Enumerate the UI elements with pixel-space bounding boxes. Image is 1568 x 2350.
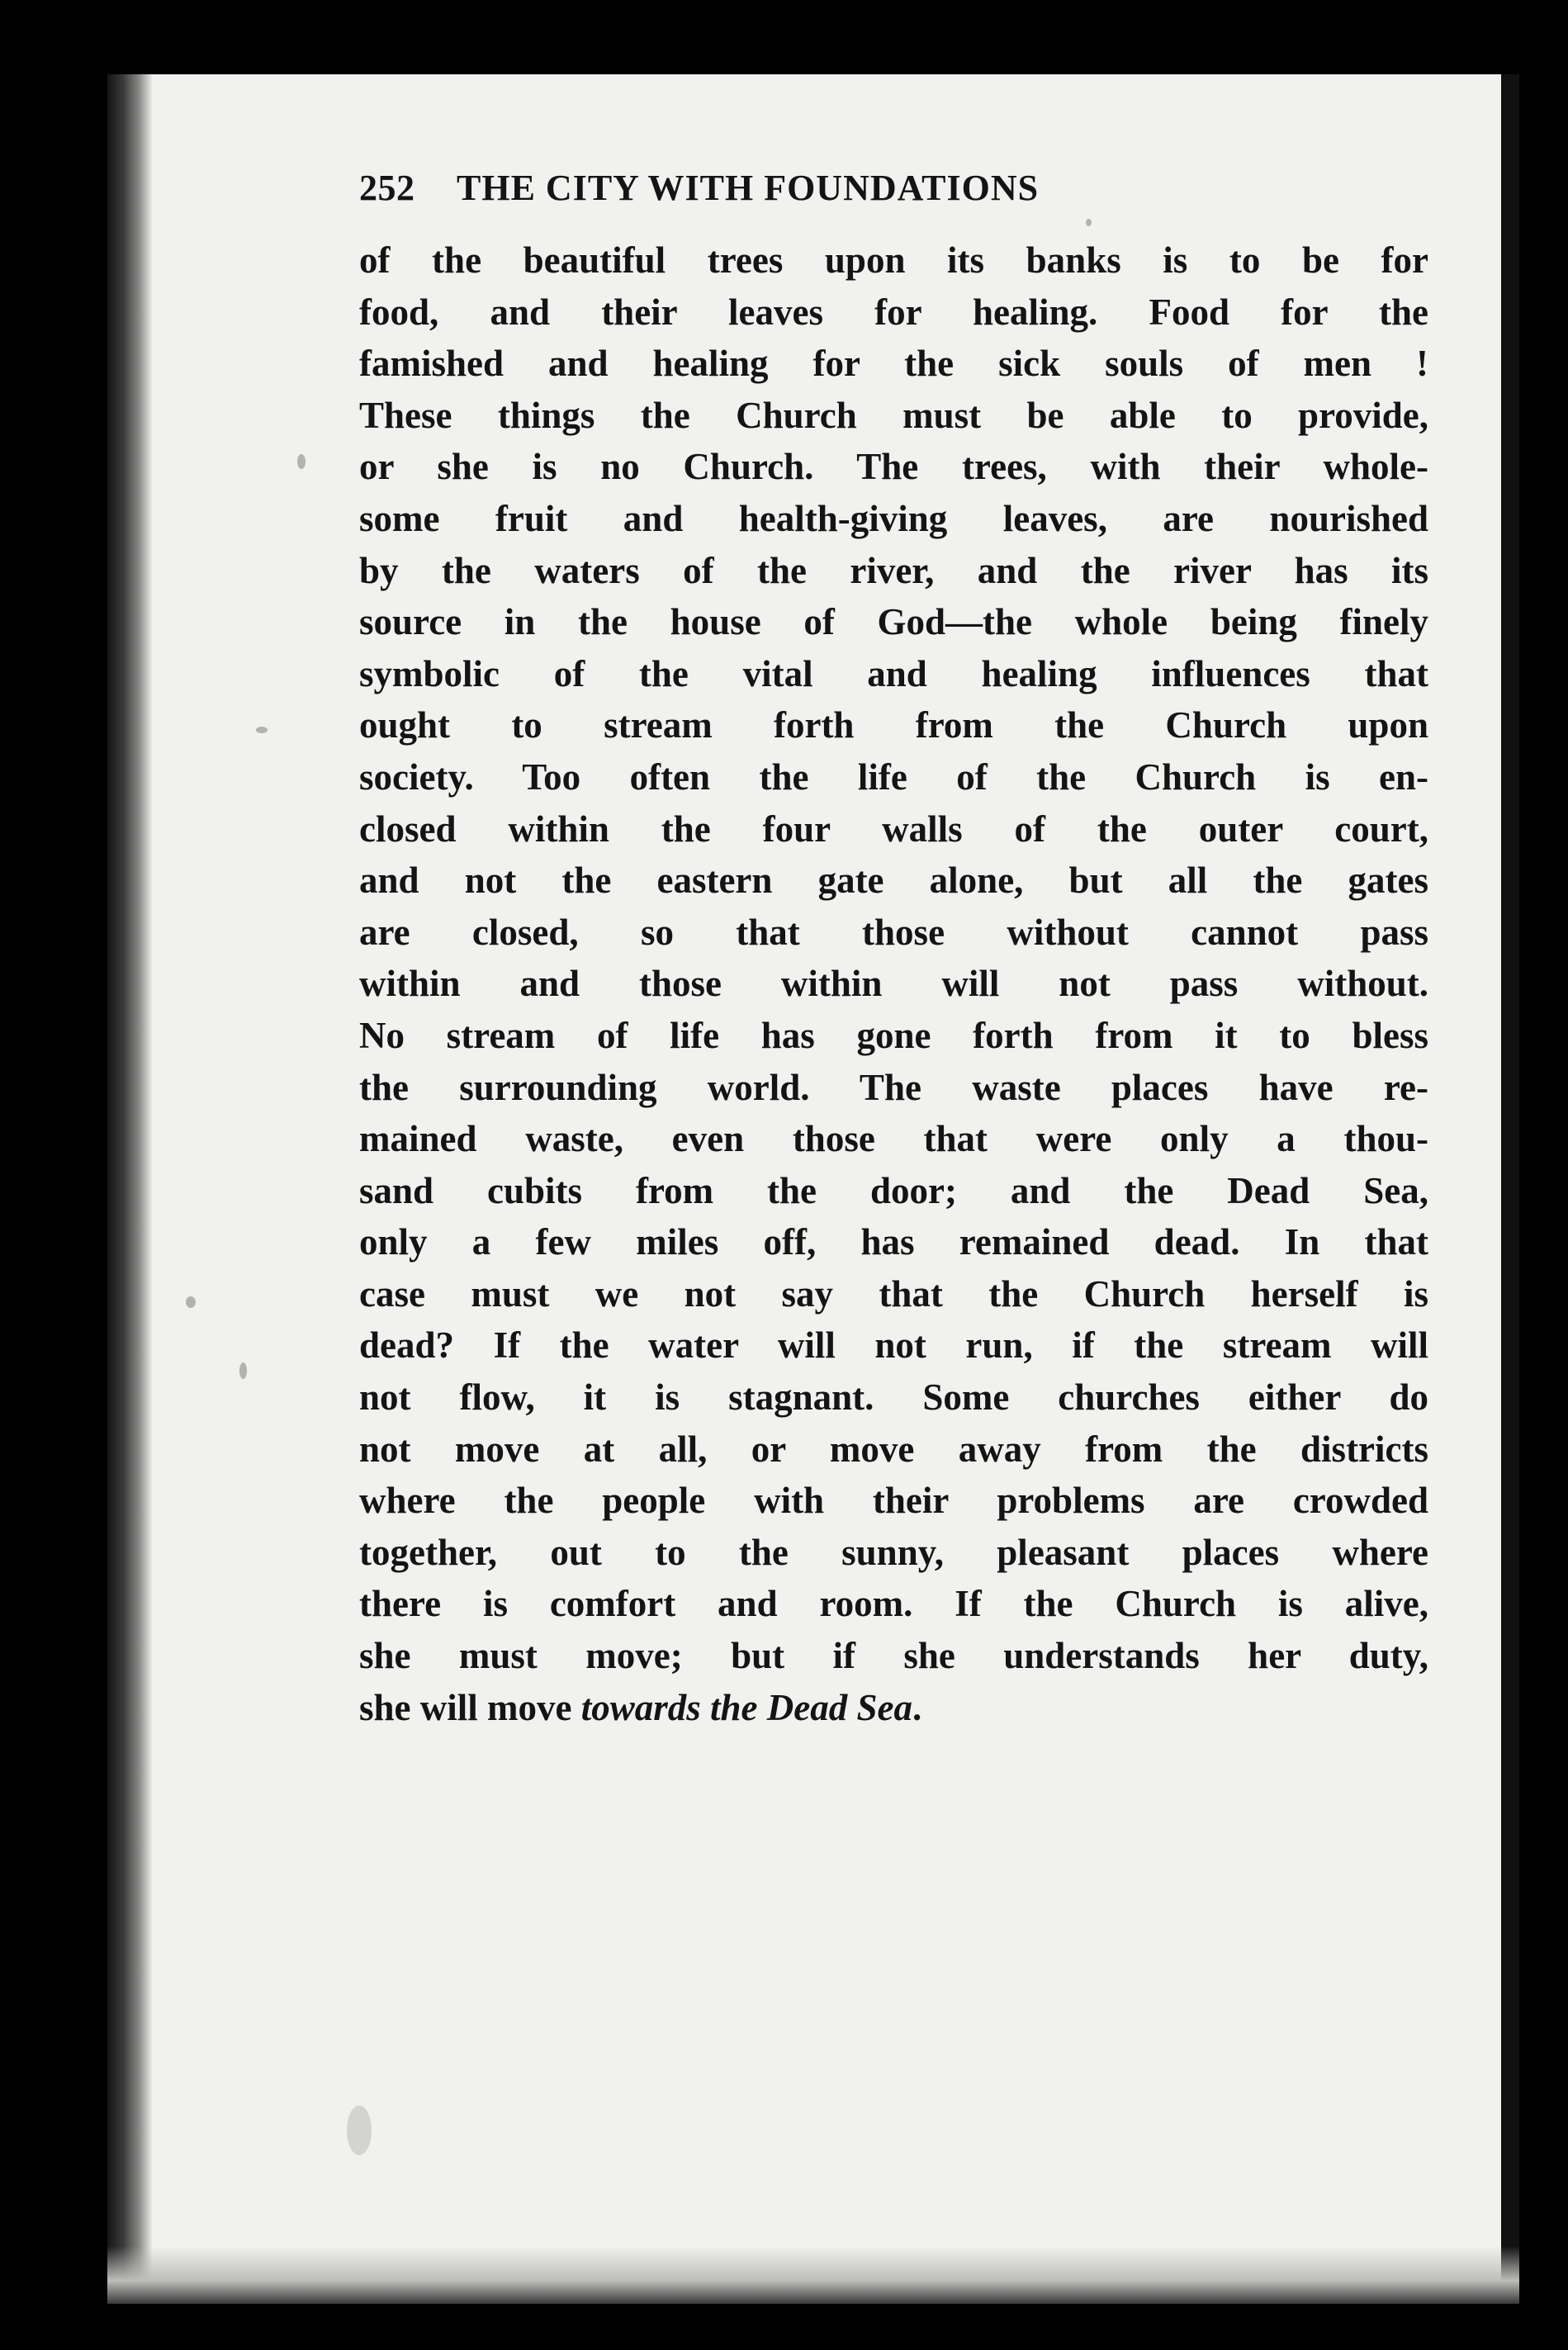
text-line: of the beautiful trees upon its banks is to be for [359, 239, 1428, 281]
body-paragraph [359, 235, 1428, 1733]
text-line: within and those within will not pass without. [359, 963, 1428, 1005]
text-line: not move at all, or move away from the districts [359, 1428, 1428, 1470]
scan-speck [347, 2106, 372, 2155]
page-bottom-shadow [107, 2246, 1519, 2304]
text-line: there is comfort and room. If the Church is alive, [359, 1583, 1428, 1625]
scan-speck [239, 1362, 247, 1379]
scan-speck [186, 1296, 196, 1308]
text-line: or she is no Church. The trees, with their whole- [359, 446, 1428, 488]
text-line: she must move; but if she understands her duty, [359, 1635, 1428, 1677]
text-line: sand cubits from the door; and the Dead Sea, [359, 1169, 1428, 1211]
text-line: some fruit and health-giving leaves, are nourished [359, 497, 1428, 539]
text-line: by the waters of the river, and the river has its [359, 549, 1428, 591]
text-line: source in the house of God—the whole being finely [359, 601, 1428, 643]
text-line: the surrounding world. The waste places have re- [359, 1066, 1428, 1108]
text-line: are closed, so that those without cannot pass [359, 911, 1428, 953]
text-line: case must we not say that the Church herself is [359, 1272, 1428, 1315]
scan-speck [297, 454, 306, 469]
final-line-prefix: she will move [359, 1686, 581, 1728]
text-line: food, and their leaves for healing. Food for the [359, 291, 1428, 333]
text-line: mained waste, even those that were only a thou- [359, 1118, 1428, 1160]
text-line: where the people with their problems are crowded [359, 1480, 1428, 1522]
text-line: ought to stream forth from the Church upon [359, 704, 1428, 746]
page-text [359, 167, 1428, 1733]
text-line: symbolic of the vital and healing influences that [359, 652, 1428, 694]
page-binding-shadow [107, 74, 153, 2304]
text-line: together, out to the sunny, pleasant places where [359, 1531, 1428, 1573]
text-line: society. Too often the life of the Church is en- [359, 756, 1428, 798]
final-line-suffix: . [912, 1686, 922, 1728]
final-text-line [359, 1682, 1428, 1734]
scan-speck [256, 727, 268, 733]
running-title: THE CITY WITH FOUNDATIONS [457, 168, 1040, 208]
text-line: dead? If the water will not run, if the stream will [359, 1324, 1428, 1367]
text-line: not flow, it is stagnant. Some churches either do [359, 1376, 1428, 1419]
page-edge-shadow [1501, 74, 1519, 2304]
running-head [359, 167, 1428, 235]
text-line: and not the eastern gate alone, but all the gates [359, 860, 1428, 902]
text-line: closed within the four walls of the outer court, [359, 808, 1428, 850]
text-line: These things the Church must be able to provide, [359, 394, 1428, 436]
final-line-italic: towards the Dead Sea [580, 1686, 912, 1728]
text-line: No stream of life has gone forth from it to bless [359, 1014, 1428, 1056]
text-line: only a few miles off, has remained dead. In that [359, 1221, 1428, 1263]
text-line: famished and healing for the sick souls of men ! [359, 343, 1428, 385]
page-number: 252 [359, 168, 415, 208]
